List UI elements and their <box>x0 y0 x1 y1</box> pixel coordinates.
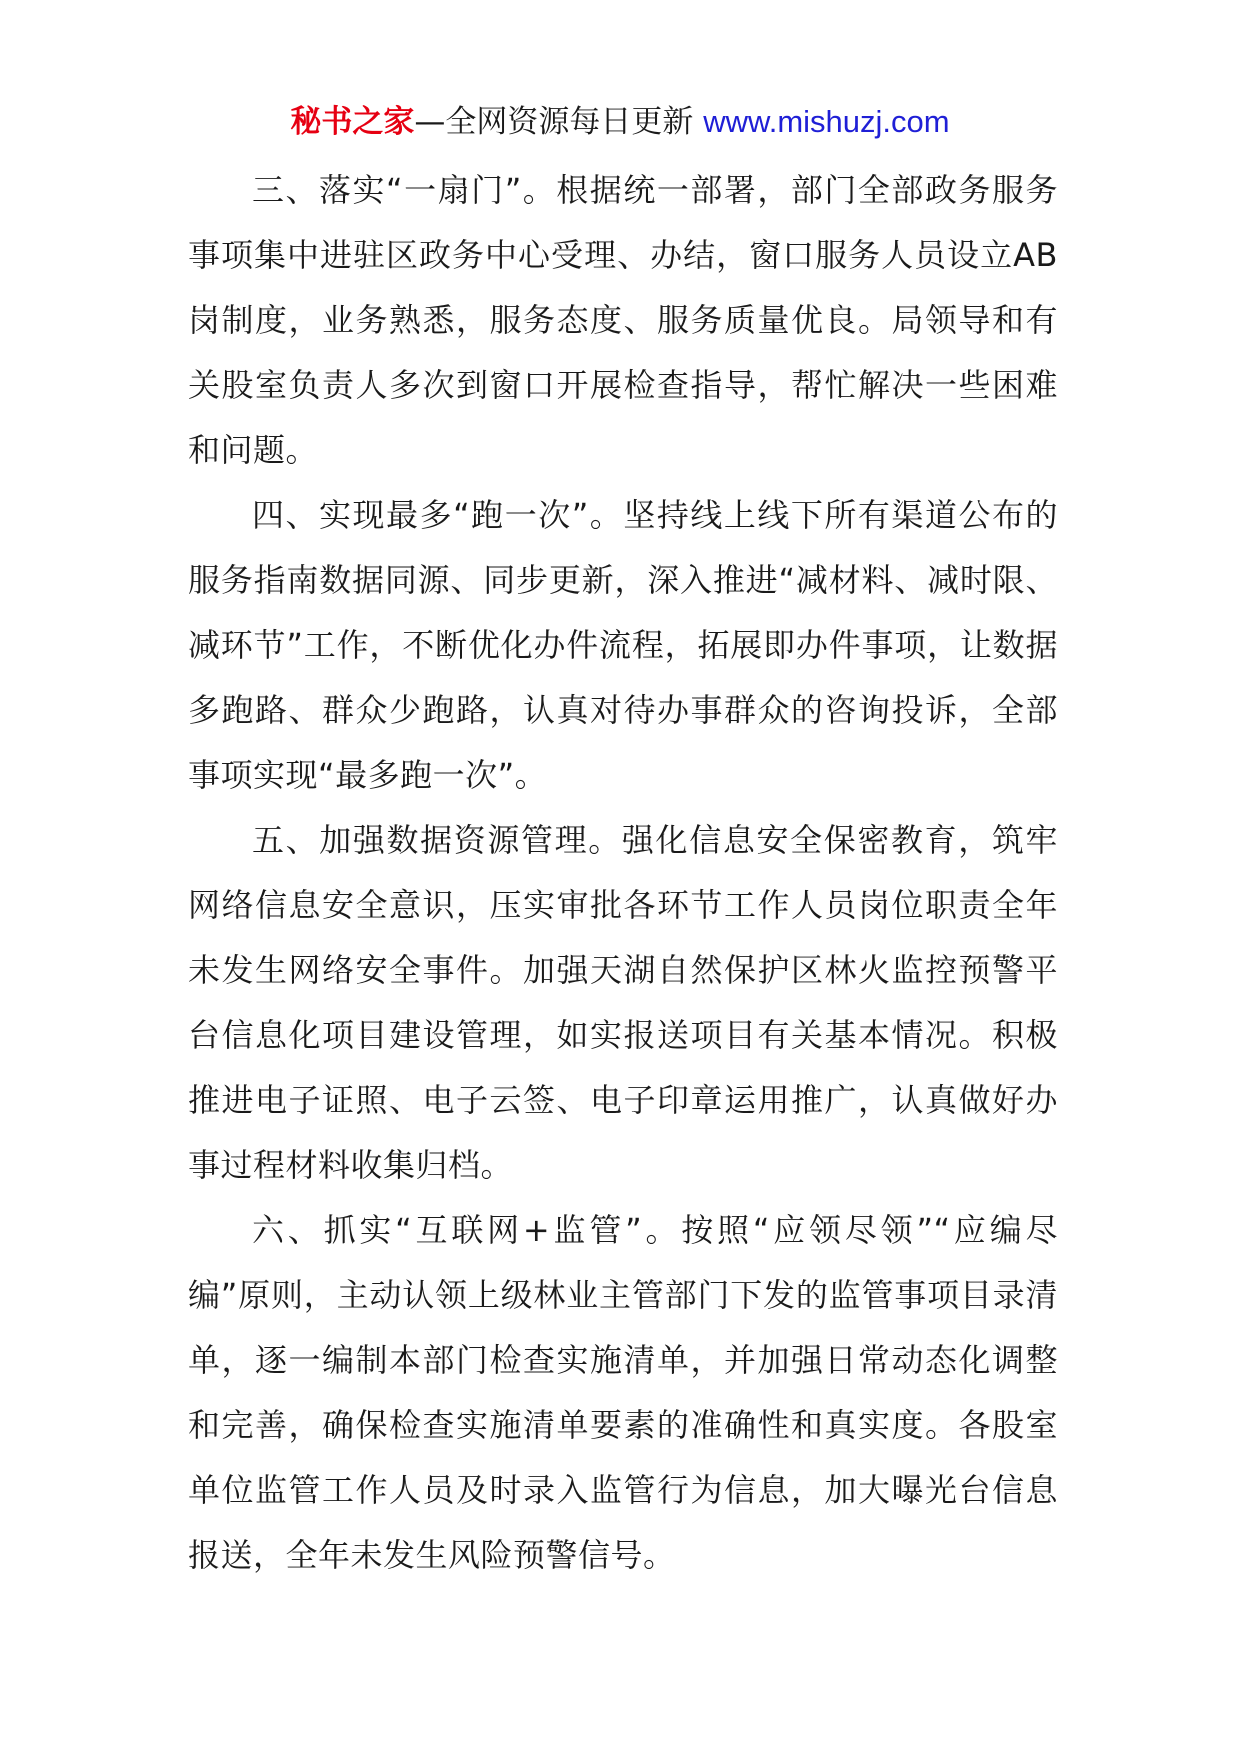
paragraph-section-5: 五、加强数据资源管理。强化信息安全保密教育，筑牢网络信息安全意识，压实审批各环节工作人员岗位职责全年未发生网络安全事件。加强天湖自然保护区林火监控预警平台信息化项目建设管理，如实报送项目有关基本情况。积极推进电子证照、电子云签、电子印章运用推广，认真做好办事过程材料收集归档。 <box>188 821 1058 1184</box>
paragraph-section-6: 六、抓实“互联网+监管”。按照“应领尽领”“应编尽编”原则，主动认领上级林业主管部门下发的监管事项目录清单，逐一编制本部门检查实施清单，并加强日常动态化调整和完善，确保检查实施清单要素的准确性和真实度。各股室单位监管工作人员及时录入监管行为信息，加大曝光台信息报送，全年未发生风险预警信号。 <box>188 1211 1058 1574</box>
paragraph-section-4: 四、实现最多“跑一次”。坚持线上线下所有渠道公布的服务指南数据同源、同步更新，深入推进“减材料、减时限、减环节”工作，不断优化办件流程，拓展即办件事项，让数据多跑路、群众少跑路，认真对待办事群众的咨询投诉，全部事项实现“最多跑一次”。 <box>188 496 1058 794</box>
site-url-link[interactable]: www.mishuzj.com <box>703 104 950 139</box>
document-body <box>188 158 1058 1588</box>
paragraph-section-3: 三、落实“一扇门”。根据统一部署，部门全部政务服务事项集中进驻区政务中心受理、办结，窗口服务人员设立AB岗制度，业务熟悉，服务态度、服务质量优良。局领导和有关股室负责人多次到窗口开展检查指导，帮忙解决一些困难和问题。 <box>188 171 1058 469</box>
watermark-header <box>0 100 1240 144</box>
header-tagline: —全网资源每日更新 <box>414 104 704 140</box>
brand-name: 秘书之家 <box>290 104 415 140</box>
